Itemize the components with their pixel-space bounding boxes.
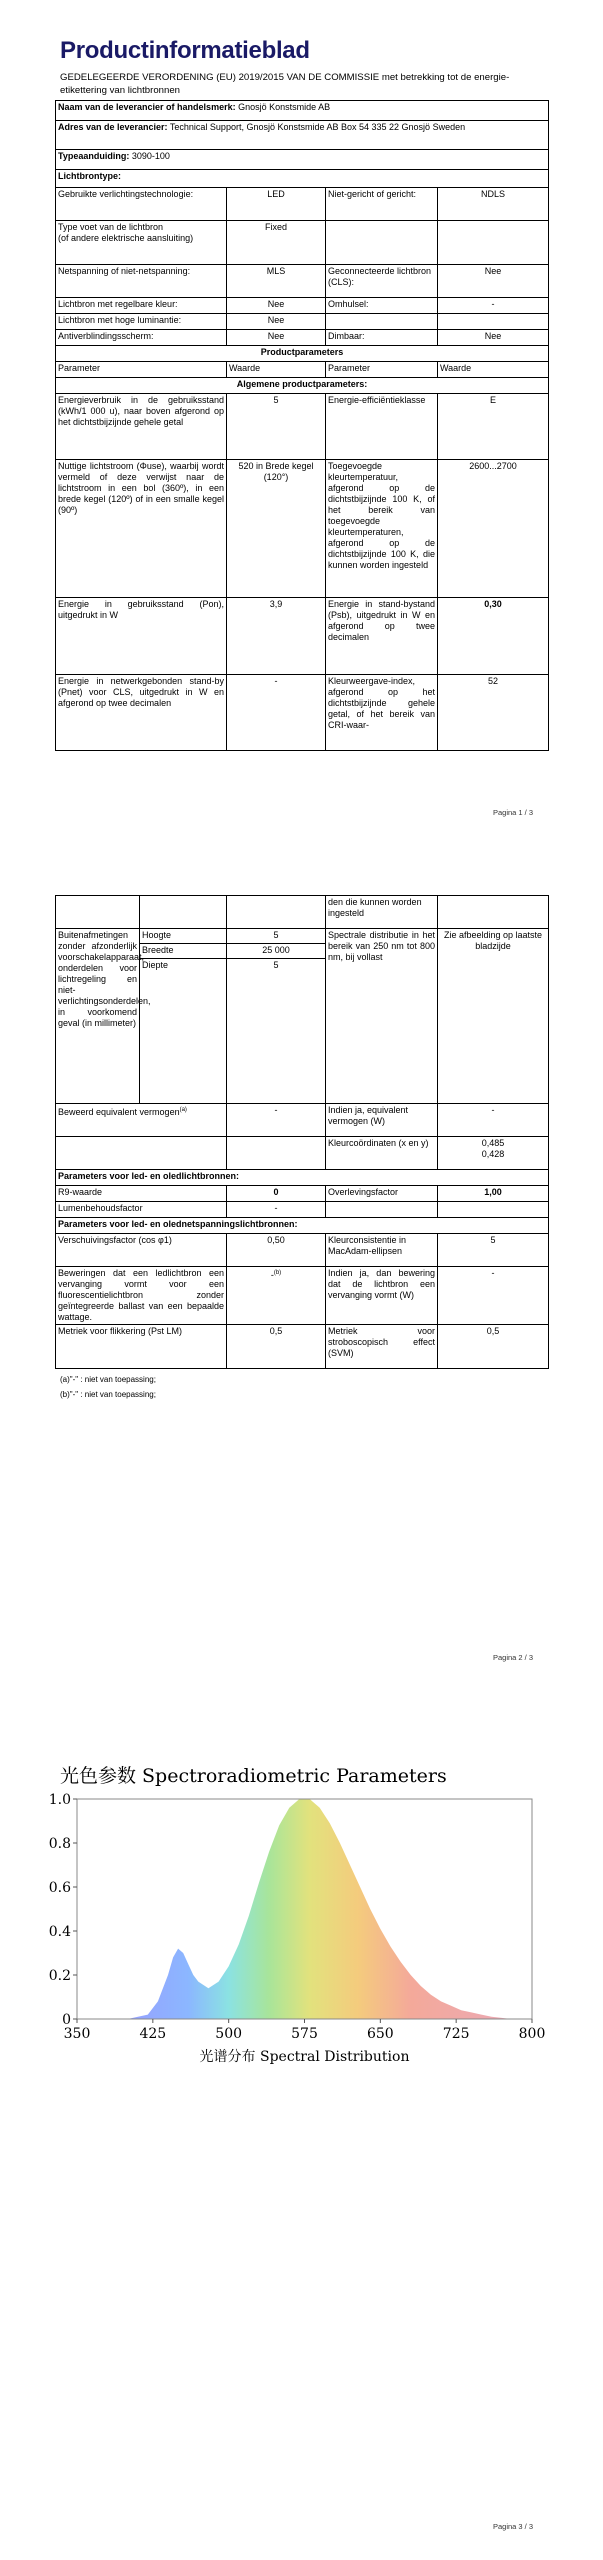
height-value: 5 [227,929,326,944]
dimmable-value: Nee [438,330,549,346]
x-tick-label: 575 [291,2026,318,2042]
pnet-value: - [227,675,326,751]
chroma-label: Kleurcoördinaten (x en y) [326,1137,438,1170]
x-tick-label: 650 [366,2026,394,2042]
type-row: Typeaanduiding: 3090-100 [56,150,549,170]
y-tick-label: 0.6 [48,1880,71,1896]
macadam-value: 5 [438,1234,549,1267]
flux-value: 520 in Brede kegel (120°) [227,460,326,598]
supplier-row: Naam van de leverancier of handelsmerk: Gnosjö Konstsmide AB [56,101,549,121]
page-number-2: Pagina 2 / 3 [492,1653,533,1662]
tech-value: LED [227,188,326,221]
nondir-value: NDLS [438,188,549,221]
document-subtitle: GEDELEGEERDE VERORDENING (EU) 2019/2015 VAN DE COMMISSIE met betrekking tot de energie-etikettering van lichtbronnen [60,72,510,96]
survival-label: Overlevingsfactor [326,1186,438,1202]
depth-label: Diepte [140,959,227,1104]
x-tick-label: 350 [63,2026,91,2042]
lightsource-type-heading: Lichtbrontype: [56,170,549,188]
nondir-label: Niet-gericht of gericht: [326,188,438,221]
cap-value: Fixed [227,221,326,265]
shift-label: Verschuivingsfactor (cos φ1) [56,1234,227,1267]
col-param-1: Parameter [56,362,227,378]
spectral-label: Spectrale distributie in het bereik van 250 nm tot 800 nm, bij vollast [326,929,438,1104]
page-number-1: Pagina 1 / 3 [492,808,533,817]
flicker-value: 0,5 [227,1325,326,1369]
y-tick-label: 0 [62,2012,71,2028]
high-luminance-label: Lichtbron met hoge luminantie: [56,314,227,330]
x-tick-label: 800 [518,2026,546,2042]
flux-label: Nuttige lichtstroom (Φuse), waarbij wordt vermeld of deze verwijst naar de lichtstroom in een bol (360º), in een brede kegel (120º) of in een smalle kegel (90º) [56,460,227,598]
chroma-values: 0,485 0,428 [438,1137,549,1170]
energy-label: Energieverbruik in de gebruiksstand (kWh/1 000 u), naar boven afgerond op het dichtstbijzijnde gehele getal [56,394,227,460]
page-number-3: Pagina 3 / 3 [492,2522,533,2531]
width-value: 25 000 [227,944,326,959]
height-label: Hoogte [140,929,227,944]
info-table [55,100,549,751]
envelope-value: - [438,298,549,314]
x-tick-label: 425 [139,2026,167,2042]
cap-label: Type voet van de lichtbron (of andere elektrische aansluiting) [56,221,227,265]
info-table-2 [55,895,549,1369]
spectrum-area [107,1799,512,2019]
fluorescent-yes-label: Indien ja, dan bewering dat de lichtbron een vervanging vormt (W) [326,1267,438,1325]
cls-label: Geconnecteerde lichtbron (CLS): [326,265,438,298]
glare-value: Nee [227,330,326,346]
energy-class-label: Energie-efficiëntieklasse [326,394,438,460]
cct-label: Toegevoegde kleurtemperatuur, afgerond op de dichtstbijzijnde 100 K, of het bereik van toegevoegde kleurtemperaturen, afgerond op de dichtstbijzijnde 100 K, die kunnen worden ingesteld [326,460,438,598]
energy-class-value: E [438,394,549,460]
plot-layer [107,1799,512,2019]
page-1 [0,0,603,845]
tech-label: Gebruikte verlichtingstechnologie: [56,188,227,221]
stroboscopic-label: Metriek voor stroboscopisch effect (SVM) [326,1325,438,1369]
high-luminance-value: Nee [227,314,326,330]
tunable-label: Lichtbron met regelbare kleur: [56,298,227,314]
y-tick-label: 1.0 [48,1792,71,1808]
claim-label: Beweerd equivalent vermogen$^{(a)}$ [56,1104,227,1137]
page-3 [0,1690,603,2560]
page-2 [0,845,603,1690]
r9-value: 0 [227,1186,326,1202]
mains-label: Netspanning of niet-netspanning: [56,265,227,298]
col-value-2: Waarde [438,362,549,378]
footnote-a: (a)"-" : niet van toepassing; [60,1375,156,1384]
width-label: Breedte [140,944,227,959]
claim-yes-value: - [438,1104,549,1137]
cri-label: Kleurweergave-index, afgerond op het dichtstbijzijnde gehele getal, of het bereik van CRI-waar- [326,675,438,751]
cct-value: 2600...2700 [438,460,549,598]
mains-params-heading: Parameters voor led- en olednetspanningslichtbronnen: [56,1218,549,1234]
address-row: Adres van de leverancier: Technical Support, Gnosjö Konstsmide AB Box 54 335 22 Gnosjö Sweden [56,121,549,150]
col-value-1: Waarde [227,362,326,378]
mains-value: MLS [227,265,326,298]
claim-value: - [227,1104,326,1137]
document-title: Productinformatieblad [60,37,310,64]
depth-value: 5 [227,959,326,1104]
cri-continued: den die kunnen worden ingesteld [326,896,438,929]
spectrum-chart [45,1793,545,2063]
y-tick-label: 0.2 [48,1968,71,1984]
psb-label: Energie in stand-bystand (Psb), uitgedrukt in W en afgerond op twee decimalen [326,598,438,675]
outer-dimensions-label: Buitenafmetingen zonder afzonderlijk voorschakelapparaat, onderdelen voor lichtregeling en niet-verlichtingsonderdelen, in voorkomend geval (in millimeter) [56,929,140,1104]
col-param-2: Parameter [326,362,438,378]
dimmable-label: Dimbaar: [326,330,438,346]
tunable-value: Nee [227,298,326,314]
cls-value: Nee [438,265,549,298]
lumen-label: Lumenbehoudsfactor [56,1202,227,1218]
cri-value: 52 [438,675,549,751]
survival-value: 1,00 [438,1186,549,1202]
pnet-label: Energie in netwerkgebonden stand-by (Pnet) voor CLS, uitgedrukt in W en afgerond op twee decimalen [56,675,227,751]
spectrum-title: 光色参数 Spectroradiometric Parameters [60,1765,447,1787]
spectral-value: Zie afbeelding op laatste bladzijde [438,929,549,1104]
flicker-label: Metriek voor flikkering (Pst LM) [56,1325,227,1369]
shift-value: 0,50 [227,1234,326,1267]
fluorescent-claim-label: Beweringen dat een ledlichtbron een vervanging vormt voor een fluorescentielichtbron zonder geïntegreerde ballast van een bepaalde wattage. [56,1267,227,1325]
y-tick-label: 0.8 [48,1836,71,1852]
x-tick-label: 725 [442,2026,470,2042]
envelope-label: Omhulsel: [326,298,438,314]
macadam-label: Kleurconsistentie in MacAdam-ellipsen [326,1234,438,1267]
fluorescent-yes-value: - [438,1267,549,1325]
glare-label: Antiverblindingsscherm: [56,330,227,346]
stroboscopic-value: 0,5 [438,1325,549,1369]
y-tick-label: 0.4 [48,1924,71,1940]
pon-value: 3,9 [227,598,326,675]
led-params-heading: Parameters voor led- en oledlichtbronnen: [56,1170,549,1186]
x-tick-label: 500 [215,2026,243,2042]
general-params-heading: Algemene productparameters: [56,378,549,394]
lumen-value: - [227,1202,326,1218]
psb-value: 0,30 [438,598,549,675]
x-axis-label: 光谱分布 Spectral Distribution [199,2049,410,2065]
product-params-heading: Productparameters [56,346,549,362]
r9-label: R9-waarde [56,1186,227,1202]
fluorescent-claim-value: -$^{(b)}$ [227,1267,326,1325]
energy-value: 5 [227,394,326,460]
pon-label: Energie in gebruiksstand (Pon), uitgedrukt in W [56,598,227,675]
claim-yes-label: Indien ja, equivalent vermogen (W) [326,1104,438,1137]
footnote-b: (b)"-" : niet van toepassing; [60,1390,156,1399]
